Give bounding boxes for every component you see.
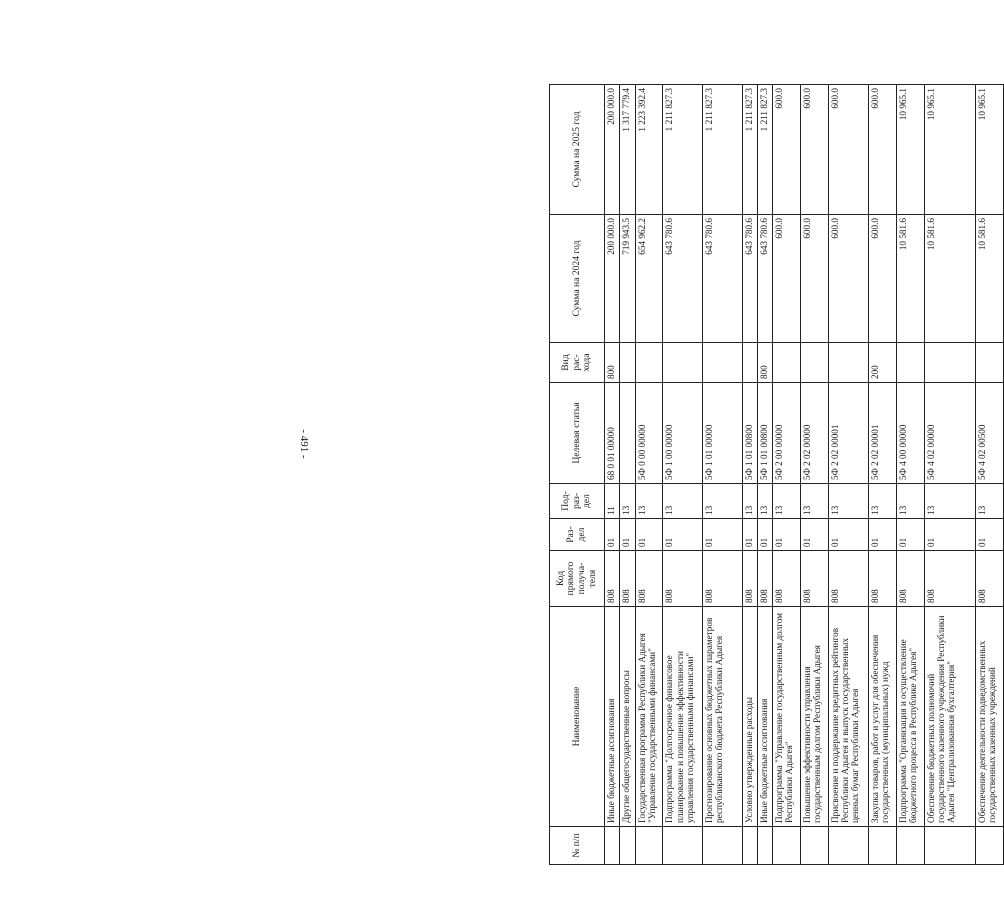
table-row xyxy=(975,85,1003,865)
cell-podrazdel: 13 xyxy=(620,484,635,519)
cell-podrazdel: 13 xyxy=(635,484,663,519)
col-header-article: Целевая статья xyxy=(550,383,605,484)
cell-sum2025: 600.0 xyxy=(801,85,829,215)
cell-vid xyxy=(975,343,1003,383)
col-header-num: № п/п xyxy=(550,827,605,865)
cell-code: 808 xyxy=(868,551,896,607)
cell-article: 5Ф 4 02 00500 xyxy=(975,383,1003,484)
cell-podrazdel: 13 xyxy=(801,484,829,519)
table-row xyxy=(742,85,757,865)
cell-sum2025: 1 211 827.3 xyxy=(663,85,703,215)
cell-vid xyxy=(635,343,663,383)
cell-vid xyxy=(801,343,829,383)
cell-name: Подпрограмма "Долгосрочное финансовое планирование и повышение эффективности управления государственными финансами" xyxy=(663,607,703,827)
budget-table xyxy=(549,84,1004,865)
table-row xyxy=(635,85,663,865)
cell-sum2025: 1 317 779.4 xyxy=(620,85,635,215)
cell-sum2024: 200 000.0 xyxy=(605,215,620,343)
cell-podrazdel: 13 xyxy=(896,484,924,519)
cell-code: 808 xyxy=(742,551,757,607)
cell-sum2025: 10 965.1 xyxy=(896,85,924,215)
cell-name: Присвоение и поддержание кредитных рейтингов Республики Адыгея и выпуск государственных ценных бумаг Республики Адыгея xyxy=(829,607,869,827)
cell-num xyxy=(635,827,663,865)
cell-article xyxy=(620,383,635,484)
cell-podrazdel: 13 xyxy=(975,484,1003,519)
cell-code: 808 xyxy=(829,551,869,607)
cell-sum2025: 1 211 827.3 xyxy=(703,85,743,215)
cell-podrazdel: 13 xyxy=(829,484,869,519)
cell-podrazdel: 13 xyxy=(703,484,743,519)
cell-sum2024: 643 780.6 xyxy=(742,215,757,343)
cell-article: 5Ф 2 02 00000 xyxy=(801,383,829,484)
cell-code: 808 xyxy=(605,551,620,607)
cell-article: 5Ф 1 01 00000 xyxy=(703,383,743,484)
cell-sum2024: 643 780.6 xyxy=(757,215,772,343)
col-header-podrazdel: Под-раз-дел xyxy=(550,484,605,519)
table-row xyxy=(829,85,869,865)
cell-sum2025: 1 211 827.3 xyxy=(742,85,757,215)
table-row xyxy=(924,85,975,865)
budget-table-wrapper xyxy=(94,85,998,865)
col-header-vid: Вид рас-хода xyxy=(550,343,605,383)
cell-sum2024: 654 962.2 xyxy=(635,215,663,343)
cell-name: Государственная программа Республики Адыгея "Управление государственными финансами" xyxy=(635,607,663,827)
cell-vid xyxy=(924,343,975,383)
cell-razdel: 01 xyxy=(829,519,869,551)
cell-razdel: 01 xyxy=(703,519,743,551)
table-row xyxy=(620,85,635,865)
cell-razdel: 01 xyxy=(757,519,772,551)
cell-sum2025: 1 211 827.3 xyxy=(757,85,772,215)
cell-code: 808 xyxy=(757,551,772,607)
cell-sum2024: 600.0 xyxy=(829,215,869,343)
table-row xyxy=(868,85,896,865)
cell-sum2024: 10 581.6 xyxy=(975,215,1003,343)
cell-name: Прогнозирование основных бюджетных параметров республиканского бюджета Республики Адыгея xyxy=(703,607,743,827)
cell-vid xyxy=(896,343,924,383)
cell-vid: 800 xyxy=(605,343,620,383)
cell-sum2025: 200 000.0 xyxy=(605,85,620,215)
cell-article: 5Ф 2 00 00000 xyxy=(773,383,801,484)
cell-razdel: 01 xyxy=(620,519,635,551)
cell-sum2024: 600.0 xyxy=(773,215,801,343)
col-header-sum2024: Сумма на 2024 год xyxy=(550,215,605,343)
cell-code: 808 xyxy=(663,551,703,607)
cell-article: 5Ф 4 02 00000 xyxy=(924,383,975,484)
cell-code: 808 xyxy=(801,551,829,607)
cell-sum2025: 1 223 392.4 xyxy=(635,85,663,215)
cell-sum2025: 600.0 xyxy=(829,85,869,215)
cell-podrazdel: 13 xyxy=(924,484,975,519)
cell-razdel: 01 xyxy=(773,519,801,551)
cell-code: 808 xyxy=(896,551,924,607)
cell-sum2025: 600.0 xyxy=(773,85,801,215)
cell-num xyxy=(924,827,975,865)
cell-razdel: 01 xyxy=(742,519,757,551)
cell-code: 808 xyxy=(620,551,635,607)
table-row xyxy=(801,85,829,865)
cell-vid: 800 xyxy=(757,343,772,383)
header-row xyxy=(550,85,605,865)
cell-podrazdel: 11 xyxy=(605,484,620,519)
cell-code: 808 xyxy=(635,551,663,607)
cell-num xyxy=(773,827,801,865)
cell-name: Условно утвержденные расходы xyxy=(742,607,757,827)
cell-razdel: 01 xyxy=(635,519,663,551)
table-row xyxy=(757,85,772,865)
cell-num xyxy=(703,827,743,865)
cell-sum2024: 719 943.5 xyxy=(620,215,635,343)
col-header-sum2025: Сумма на 2025 год xyxy=(550,85,605,215)
cell-article: 5Ф 1 01 00800 xyxy=(742,383,757,484)
cell-name: Иные бюджетные ассигнования xyxy=(757,607,772,827)
cell-num xyxy=(829,827,869,865)
cell-name: Закупка товаров, работ и услуг для обеспечения государственных (муниципальных) нужд xyxy=(868,607,896,827)
cell-vid xyxy=(773,343,801,383)
cell-article: 5Ф 1 00 00000 xyxy=(663,383,703,484)
cell-sum2024: 600.0 xyxy=(801,215,829,343)
cell-article: 5Ф 2 02 00001 xyxy=(868,383,896,484)
cell-num xyxy=(868,827,896,865)
cell-razdel: 01 xyxy=(801,519,829,551)
cell-name: Иные бюджетные ассигнования xyxy=(605,607,620,827)
cell-code: 808 xyxy=(703,551,743,607)
table-row xyxy=(605,85,620,865)
cell-podrazdel: 13 xyxy=(742,484,757,519)
page-number: - 491 - xyxy=(298,429,310,459)
table-row xyxy=(663,85,703,865)
cell-code: 808 xyxy=(975,551,1003,607)
cell-sum2024: 10 581.6 xyxy=(924,215,975,343)
col-header-code: Код прямого получа-теля xyxy=(550,551,605,607)
cell-vid xyxy=(742,343,757,383)
cell-num xyxy=(663,827,703,865)
cell-name: Обеспечение деятельности подведомственных государственных казенных учреждений xyxy=(975,607,1003,827)
cell-article: 5Ф 2 02 00001 xyxy=(829,383,869,484)
cell-vid: 200 xyxy=(868,343,896,383)
table-row xyxy=(773,85,801,865)
cell-num xyxy=(620,827,635,865)
col-header-name: Наименование xyxy=(550,607,605,827)
cell-name: Обеспечение бюджетных полномочий государственного казенного учреждения Республики Адыгея "Централизованная бухгалтерия" xyxy=(924,607,975,827)
cell-vid xyxy=(829,343,869,383)
cell-article: 68 0 01 00000 xyxy=(605,383,620,484)
cell-podrazdel: 13 xyxy=(663,484,703,519)
cell-article: 5Ф 4 00 00000 xyxy=(896,383,924,484)
cell-razdel: 01 xyxy=(868,519,896,551)
cell-name: Другие общегосударственные вопросы xyxy=(620,607,635,827)
cell-name: Подпрограмма "Управление государственным долгом Республики Адыгея" xyxy=(773,607,801,827)
cell-name: Повышение эффективности управления государственным долгом Республики Адыгея xyxy=(801,607,829,827)
cell-razdel: 01 xyxy=(924,519,975,551)
cell-podrazdel: 13 xyxy=(868,484,896,519)
table-body xyxy=(605,85,1004,865)
cell-num xyxy=(757,827,772,865)
table-row xyxy=(896,85,924,865)
cell-razdel: 01 xyxy=(605,519,620,551)
cell-article: 5Ф 1 01 00800 xyxy=(757,383,772,484)
cell-num xyxy=(605,827,620,865)
cell-vid xyxy=(703,343,743,383)
cell-vid xyxy=(620,343,635,383)
cell-podrazdel: 13 xyxy=(757,484,772,519)
cell-sum2025: 600.0 xyxy=(868,85,896,215)
col-header-razdel: Раз-дел xyxy=(550,519,605,551)
cell-num xyxy=(896,827,924,865)
cell-code: 808 xyxy=(773,551,801,607)
cell-razdel: 01 xyxy=(896,519,924,551)
cell-sum2025: 10 965.1 xyxy=(924,85,975,215)
cell-vid xyxy=(663,343,703,383)
cell-sum2024: 600.0 xyxy=(868,215,896,343)
cell-article: 5Ф 0 00 00000 xyxy=(635,383,663,484)
table-row xyxy=(703,85,743,865)
cell-code: 808 xyxy=(924,551,975,607)
cell-podrazdel: 13 xyxy=(773,484,801,519)
cell-num xyxy=(742,827,757,865)
cell-name: Подпрограмма "Организация и осуществление бюджетного процесса в Республике Адыгея" xyxy=(896,607,924,827)
cell-num xyxy=(801,827,829,865)
cell-razdel: 01 xyxy=(663,519,703,551)
rotated-table-container xyxy=(549,85,1004,865)
cell-sum2024: 10 581.6 xyxy=(896,215,924,343)
cell-sum2025: 10 965.1 xyxy=(975,85,1003,215)
cell-razdel: 01 xyxy=(975,519,1003,551)
cell-num xyxy=(975,827,1003,865)
cell-sum2024: 643 780.6 xyxy=(663,215,703,343)
cell-sum2024: 643 780.6 xyxy=(703,215,743,343)
